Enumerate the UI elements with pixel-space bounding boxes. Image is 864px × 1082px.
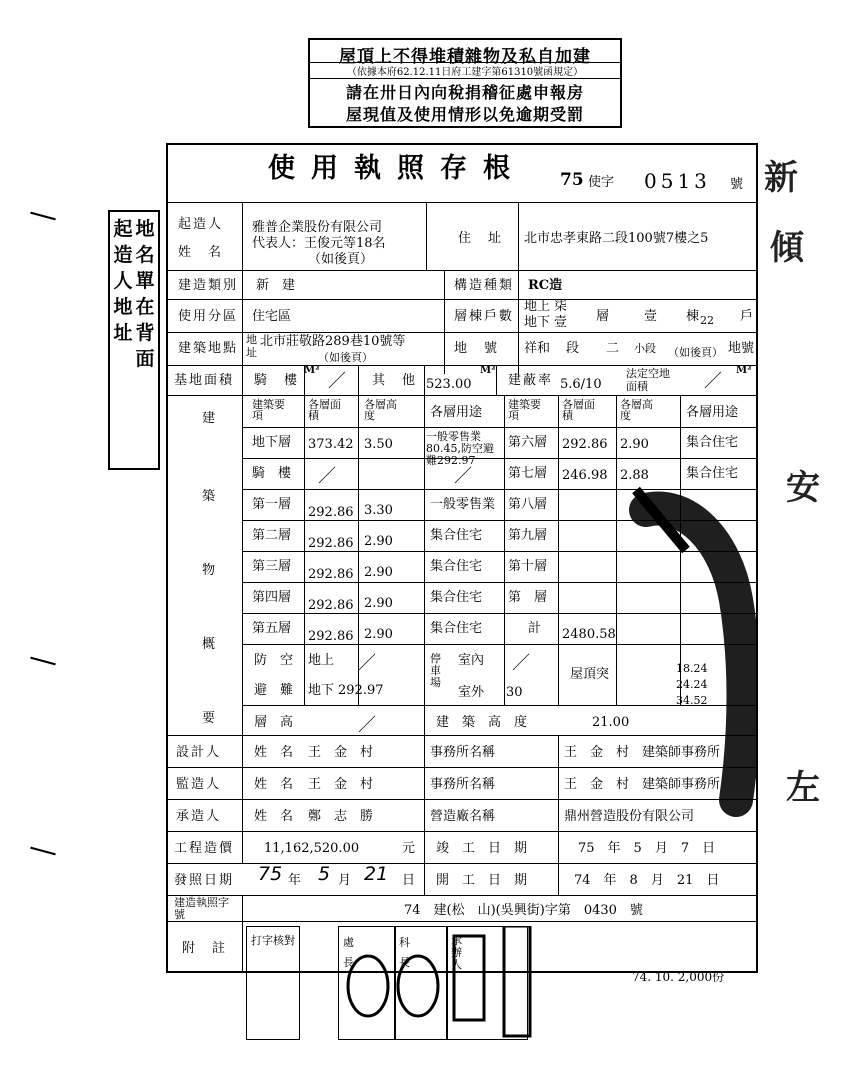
col-header-3: 各層高度 [364,398,397,422]
permit-form: 使用執照存根 75 使字 0513 號 起造人 姓 名 雅普企業股份有限公司 代表人：王俊元等18名 （如後頁） 住 址 北市忠孝東路二段100號7樓之5 建造類別 新 建 構造種類 RC造 使用分區 住宅區 層棟戶數 地上 地下 柒 壹 層 壹 棟 22 戶 建築地點 地址 北市莊敬路289巷10號等 （如後頁） 地 號 祥和 段 二 小段 （如後頁） 地號 基地面積 騎 樓 ／ M² 其 他 523.00 M² 建蔽率 5.6/10 法定空地面積 ／ M² 建築要項 各層面積 各層高度 各層用途 建築要項 各層面積 各層高度 各層用途 地下層 373.42 3.50 一般零售業80.45,防空避難292.97 騎 樓 ／ ／ 第一層 292.86 3.30 一般零售業 第二層 292.86 2.90 集合住宅 第三層 292.86 2.90 集合住宅 第四層 292.86 2.90 集合住宅 第五層 292.86 2.90 集合住宅 第六層 292.86 2.90 集合住宅 第七層 246.98 2.88 集合住宅 第八層 第九層 第十層 第 層 計 2480.58 建 築 物 概 要 防 空 避 難 地上 ／ 地下 292.97 停車場 室內 ／ 室外 30 屋頂突 18.24 24.24 34.52 層 高 ／ 建 築 高 度 21.00 設計人 姓 名 王 金 村 事務所名稱 王 金 村 建築師事務所 監造人 姓 名 王 金 村 事務所名稱 王 金 村 建築師事務所 承造人 姓 名 鄭 志 勝 營造廠名稱 鼎州營造股份有限公司 工程造價 11,162,520.00 元 竣 工 日 期 75 年 5 月 7 日 發照日期 75 年 5 月 21 日 開 工 日 期 74 年 8 月 21 日 建造執照字號 74 建(松 山)(吳興街)字第 0430 號 附 註 [166,143,758,973]
floor-left-area: 292.86 [308,629,354,644]
person-name-label: 姓 名 [254,809,294,824]
floor-left-use: 集合住宅 [430,528,483,543]
loft-label: 騎 樓 [254,373,300,388]
usage-bldg-val: 壹 [644,309,658,324]
floor-left-height: 2.90 [364,565,393,580]
floor-right-name: 第七層 [508,466,548,481]
margin-mark [30,212,56,221]
section-label: 築 [202,489,216,504]
lot-note: （如後頁） [668,346,723,359]
parking-label: 停車場 [430,652,441,689]
permit-value: 74 建(松 山)(吳興街)字第 0430 號 [404,903,643,918]
section-label: 概 [202,637,216,652]
floor-right-name: 計 [528,621,542,636]
floor-left-area: 373.42 [308,437,354,452]
usage-below-val: 壹 [554,315,568,330]
floor-left-name: 第一層 [252,497,292,512]
applicant-company: 雅普企業股份有限公司 [252,220,383,235]
person-name: 鄭 志 勝 [308,809,374,824]
stamp-box: 科 長 [394,926,448,1040]
applicant-address: 北市忠孝東路二段100號7樓之5 [524,231,709,246]
floor-left-height: 3.30 [364,503,393,518]
floor-height-val: ／ [358,715,376,736]
site-address: 北市莊敬路289巷10號等 [260,334,406,349]
form-title: 使用執照存根 [268,153,526,184]
struct-label: 構造種類 [454,278,515,293]
notice-line-1: 屋頂上不得堆積雜物及私自加建 [310,42,620,63]
cost-value: 11,162,520.00 [264,841,360,856]
side-note [108,210,160,470]
section-label: 建 [202,411,216,426]
coverage-label: 建蔽率 [508,373,554,388]
col-header-4b: 各層用途 [686,405,739,420]
col-header-3b: 各層高度 [620,398,653,422]
floor-left-use: ／ [454,466,472,487]
smudge-stamp [616,480,756,820]
person-name-label: 姓 名 [254,745,294,760]
header-suffix: 號 [730,177,744,192]
floor-right-name: 第 層 [508,590,548,605]
completion-label: 竣 工 日 期 [436,841,528,856]
applicant-rep: 代表人：王俊元等18名 [252,236,386,251]
person-role: 承造人 [176,809,222,824]
issue-handwritten-month: 5 [318,863,331,885]
usage-hu: 戶 [740,309,754,324]
coverage-value: 5.6/10 [560,377,602,392]
site-label: 建築地點 [178,341,239,356]
floor-left-height: 2.90 [364,627,393,642]
lot-sub: 二 [606,341,620,356]
header-ref-label: 使字 [588,175,615,190]
usage-above: 地上 [524,299,551,314]
roof-val: 34.52 [676,694,708,707]
margin-glyph: 安 [786,468,820,508]
shelter-label-1: 防 空 [254,653,294,668]
issue-handwritten-day: 21 [364,863,389,885]
building-height-val: 21.00 [592,715,630,730]
lot-label: 地 號 [454,341,500,356]
shelter-label-2: 避 難 [254,683,294,698]
person-role: 監造人 [176,777,222,792]
lot-section: 祥和 [524,341,551,356]
floor-right-height: 2.88 [620,468,649,483]
undecided-label: 法定空地面積 [626,367,670,393]
lot-xiaoduan: 小段 [634,342,656,355]
seal-stamps [246,926,536,1038]
margin-glyph: 新 [764,158,798,198]
parking-indoor-val: ／ [512,653,530,674]
person-org: 王 金 村 建築師事務所 [564,745,721,760]
roof-label: 屋頂突 [570,667,610,682]
floor-height-label: 層 高 [254,715,294,730]
person-name: 王 金 村 [308,777,374,792]
shelter-above: 地上 [308,653,335,668]
cost-label: 工程造價 [174,841,235,856]
usage-below: 地下 [524,315,551,330]
issue-nian: 年 [288,873,302,888]
floor-left-use: 集合住宅 [430,590,483,605]
section-label: 物 [202,563,216,578]
person-name-label: 姓 名 [254,777,294,792]
floor-total-area: 2480.58 [562,627,616,642]
person-role: 設計人 [176,745,222,760]
person-org: 鼎州營造股份有限公司 [564,809,695,824]
floor-right-area: 246.98 [562,468,608,483]
issue-yue: 月 [338,873,352,888]
permit-number: 0513 [644,169,711,193]
notice-line-3: 請在卅日內向稅捐稽征處申報房 [345,83,584,102]
floor-right-name: 第八層 [508,497,548,512]
lot-duan: 段 [566,341,580,356]
stamp-box: 承辦人 [446,926,528,1040]
usage-units: 22 [700,314,714,327]
floor-left-name: 第四層 [252,590,292,605]
floor-left-name: 第二層 [252,528,292,543]
build-type-value: 新 建 [256,278,296,293]
floor-left-name: 第五層 [252,621,292,636]
roof-val: 24.24 [676,678,708,691]
margin-glyph: 傾 [770,228,804,268]
floor-left-area: 292.86 [308,598,354,613]
address-label: 住 址 [458,231,504,246]
site-addr-prefix: 地址 [246,333,257,359]
col-header-1b: 建築要項 [508,398,541,422]
notice-box [308,38,622,128]
remark-label: 附 註 [182,941,228,956]
col-header-2: 各層面積 [308,398,341,422]
floor-left-height: 2.90 [364,596,393,611]
roof-val: 18.24 [676,662,708,675]
floors-label: 層棟戶數 [454,309,515,324]
start-date: 74 年 8 月 21 日 [574,873,720,888]
usage-ceng: 層 [596,309,610,324]
person-name: 王 金 村 [308,745,374,760]
shelter-above-val: ／ [358,653,376,674]
floor-right-name: 第九層 [508,528,548,543]
issue-handwritten-year: 75 [258,863,283,885]
floor-left-area: 292.86 [308,505,354,520]
floor-left-height: 3.50 [364,437,393,452]
floor-left-area: 292.86 [308,567,354,582]
side-note-col1: 起造人地址 [113,218,133,344]
footer-print-info: 74. 10. 2,000份 [632,970,725,984]
floor-left-height: 2.90 [364,534,393,549]
other-value: 523.00 [426,377,472,392]
person-org-label: 事務所名稱 [430,745,496,760]
build-type-label: 建造類別 [178,278,239,293]
issue-ri: 日 [402,873,416,888]
lot-hao: 地號 [728,341,755,356]
usage-label: 使用分區 [178,309,239,324]
applicant-note: （如後頁） [308,252,374,267]
parking-outdoor: 室外 [458,685,485,700]
col-header-2b: 各層面積 [562,398,595,422]
person-org-label: 營造廠名稱 [430,809,496,824]
floor-left-use: 一般零售業80.45,防空避難292.97 [426,430,494,467]
building-height-label: 建 築 高 度 [436,715,528,730]
notice-line-2: （依據本府62.12.11日府工建字第61310號函規定） [310,63,620,79]
shelter-below-val: 292.97 [338,683,384,698]
floor-left-name: 騎 樓 [252,466,292,481]
floor-right-name: 第十層 [508,559,548,574]
margin-glyph: 左 [786,768,820,808]
start-label: 開 工 日 期 [436,873,528,888]
section-label: 要 [202,711,216,726]
permit-label: 建造執照字號 [174,896,229,921]
floor-right-area: 292.86 [562,437,608,452]
parking-indoor: 室內 [458,653,485,668]
person-org: 王 金 村 建築師事務所 [564,777,721,792]
floor-left-use: 一般零售業 [430,497,496,512]
margin-mark [30,657,56,666]
usage-value: 住宅區 [252,309,292,324]
notice-line-4: 屋現值及使用情形以免逾期受罰 [345,105,584,124]
stamp-typing-label: 打字核對 [251,934,295,947]
side-note-col2: 地名單在背面 [135,218,155,370]
floor-left-use: 集合住宅 [430,559,483,574]
floor-right-height: 2.90 [620,437,649,452]
stamp-box: 處 長 [338,926,396,1040]
col-header-1: 建築要項 [252,398,285,422]
shelter-below: 地下 [308,683,335,698]
floor-left-area: 292.86 [308,536,354,551]
header-year: 75 [560,170,584,190]
site-addr-note: （如後頁） [318,351,373,364]
completion-date: 75 年 5 月 7 日 [578,841,716,856]
issue-label: 發照日期 [174,873,235,888]
parking-outdoor-val: 30 [506,685,523,700]
floor-right-use: 集合住宅 [686,466,739,481]
floor-left-area: ／ [318,466,336,487]
floor-left-name: 第三層 [252,559,292,574]
usage-dong: 棟 [686,309,700,324]
base-area-label: 基地面積 [174,373,235,388]
floor-left-use: 集合住宅 [430,621,483,636]
col-header-4: 各層用途 [430,405,483,420]
cost-yuan: 元 [402,841,416,856]
usage-above-val: 柒 [554,299,568,314]
applicant-label: 起造人 [178,217,224,232]
floor-right-use: 集合住宅 [686,435,739,450]
struct-value: RC造 [528,278,563,293]
floor-right-name: 第六層 [508,435,548,450]
person-org-label: 事務所名稱 [430,777,496,792]
applicant-name-label: 姓 名 [178,245,224,260]
floor-left-name: 地下層 [252,435,292,450]
other-label: 其 他 [372,373,418,388]
margin-mark [30,847,56,856]
